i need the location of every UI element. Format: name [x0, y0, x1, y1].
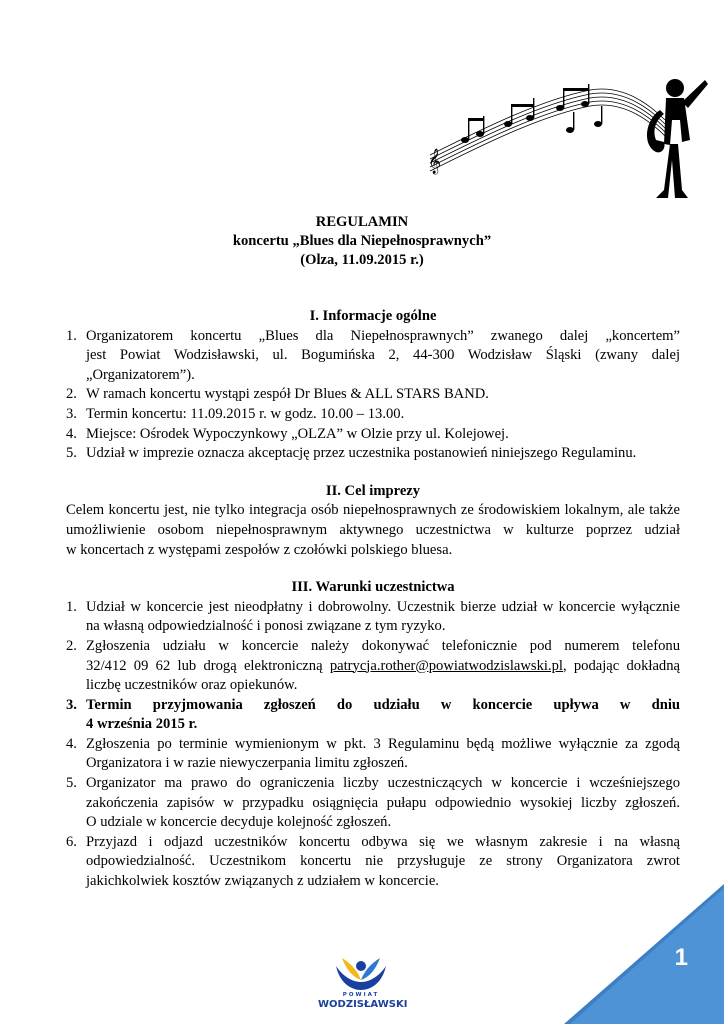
svg-text:𝄞: 𝄞: [428, 149, 442, 174]
general-info-list: [66, 327, 680, 464]
list-item-text: Termin koncertu: 11.09.2015 r. w godz. 10.00 – 13.00.: [86, 405, 405, 422]
list-item-number: 2.: [66, 637, 77, 654]
list-item-number: 5.: [66, 445, 77, 462]
list-item-line: liczbę uczestników oraz opiekunów.: [86, 677, 298, 694]
list-item-line: Zgłoszenia udziału w koncercie należy dokonywać telefonicznie pod numerem telefonu: [86, 637, 680, 654]
list-item-text: 32/412 09 62 lub drogą elektroniczną: [86, 657, 330, 674]
list-item-line: na własną odpowiedzialność i ponosi związane z tym ryzyko.: [86, 618, 446, 635]
list-item-number: 3.: [66, 696, 77, 713]
email-link[interactable]: patrycja.rother@powiatwodzislawski.pl: [329, 657, 563, 674]
list-item-line: Zgłoszenia po terminie wymienionym w pkt. 3 Regulaminu będą możliwe wyłącznie za zgodą: [86, 735, 680, 752]
saxophone-player-silhouette: [647, 79, 708, 198]
page-corner-decoration: [564, 884, 724, 1024]
list-item-deadline: [66, 696, 680, 735]
page-number: 1: [674, 944, 688, 971]
list-item-line: Organizatora i w razie niewyczerpania limitu zgłoszeń.: [86, 755, 408, 772]
powiat-logo-icon: [318, 954, 404, 994]
list-item-number: 4.: [66, 735, 77, 752]
list-item-text: , podając dokładną: [562, 657, 680, 674]
list-item-number: 1.: [66, 598, 77, 615]
list-item-text: W ramach koncertu wystąpi zespół Dr Blues & ALL STARS BAND.: [86, 386, 489, 403]
list-item: [66, 385, 680, 405]
list-item-text: Udział w imprezie oznacza akceptację przez uczestnika postanowień niniejszego Regulaminu.: [86, 445, 637, 462]
document-subtitle: koncertu „Blues dla Niepełnosprawnych”: [232, 233, 492, 249]
list-item: [66, 444, 680, 464]
paragraph-line: w koncertach z występami zespołów z czołówki polskiego bluesa.: [66, 541, 453, 558]
document-place-date: (Olza, 11.09.2015 r.): [300, 252, 424, 268]
list-item-line: Termin przyjmowania zgłoszeń do udziału w koncercie upływa w dniu: [86, 696, 680, 713]
list-item-line: Udział w koncercie jest nieodpłatny i dobrowolny. Uczestnik bierze udział w koncercie wyłącznie: [86, 598, 680, 615]
list-item-line: odpowiedzialność. Uczestnikom koncertu nie przysługuje ze strony Organizatora zwrot: [86, 853, 680, 870]
list-item: [66, 735, 680, 774]
list-item-number: 3.: [66, 405, 77, 422]
list-item-line: O udziale w koncercie decyduje kolejność zgłoszeń.: [86, 814, 392, 831]
section-heading-conditions: III. Warunki uczestnictwa: [291, 579, 455, 596]
list-item-line: jakichkolwiek kosztów związanych z udziałem w koncercie.: [86, 873, 439, 890]
music-notes-icon: [430, 89, 665, 171]
list-item-line: [86, 657, 680, 677]
document-body: [66, 307, 680, 892]
list-item-number: 2.: [66, 386, 77, 403]
list-item: [66, 598, 680, 637]
document-title-block: [0, 213, 724, 270]
paragraph-line: umożliwienie osobom niepełnosprawnym aktywnego uczestnictwa w kulturze poprzez udział: [66, 521, 680, 538]
list-item-line: Organizator ma prawo do ograniczenia liczby uczestniczących w koncercie i wcześniejszego: [86, 775, 680, 792]
paragraph-line: Celem koncertu jest, nie tylko integracja osób niepełnosprawnych ze środowiskiem lokalnym, ale także: [66, 502, 680, 519]
list-item: [66, 774, 680, 833]
conditions-list: [66, 598, 680, 892]
list-item-number: 1.: [66, 327, 77, 344]
list-item-line: 4 września 2015 r.: [86, 716, 198, 733]
list-item-text: Miejsce: Ośrodek Wypoczynkowy „OLZA” w Olzie przy ul. Kolejowej.: [86, 425, 509, 442]
list-item-line: Organizatorem koncertu „Blues dla Niepełnosprawnych” zwanego dalej „koncertem”: [86, 327, 680, 344]
section-heading-general: I. Informacje ogólne: [309, 308, 437, 324]
list-item-line: „Organizatorem”).: [86, 366, 195, 383]
section-heading-purpose: II. Cel imprezy: [325, 482, 421, 499]
list-item-number: 4.: [66, 425, 77, 442]
list-item: [66, 425, 680, 445]
saxophone-player-illustration: [420, 60, 715, 205]
logo-text-powiat: POWIAT: [342, 992, 380, 998]
list-item-line: Przyjazd i odjazd uczestników koncertu odbywa się we własnym zakresie i na własną: [86, 833, 680, 850]
logo-text-wodzislawski: WODZISŁAWSKI: [318, 999, 408, 1010]
powiat-logo: [318, 954, 408, 1016]
document-title: REGULAMIN: [315, 214, 409, 230]
list-item-line: zakończenia zapisów w przypadku osiągnięcia pułapu odpowiednio wysokiej liczby zgłoszeń.: [86, 794, 680, 811]
list-item: [66, 327, 680, 386]
list-item-number: 6.: [66, 833, 77, 850]
list-item: [66, 833, 680, 892]
list-item: [66, 405, 680, 425]
list-item-line: jest Powiat Wodzisławski, ul. Bogumińska 2, 44-300 Wodzisław Śląski (zwany dalej: [86, 347, 680, 364]
list-item-number: 5.: [66, 775, 77, 792]
list-item: [66, 637, 680, 696]
purpose-paragraph: [66, 501, 680, 560]
